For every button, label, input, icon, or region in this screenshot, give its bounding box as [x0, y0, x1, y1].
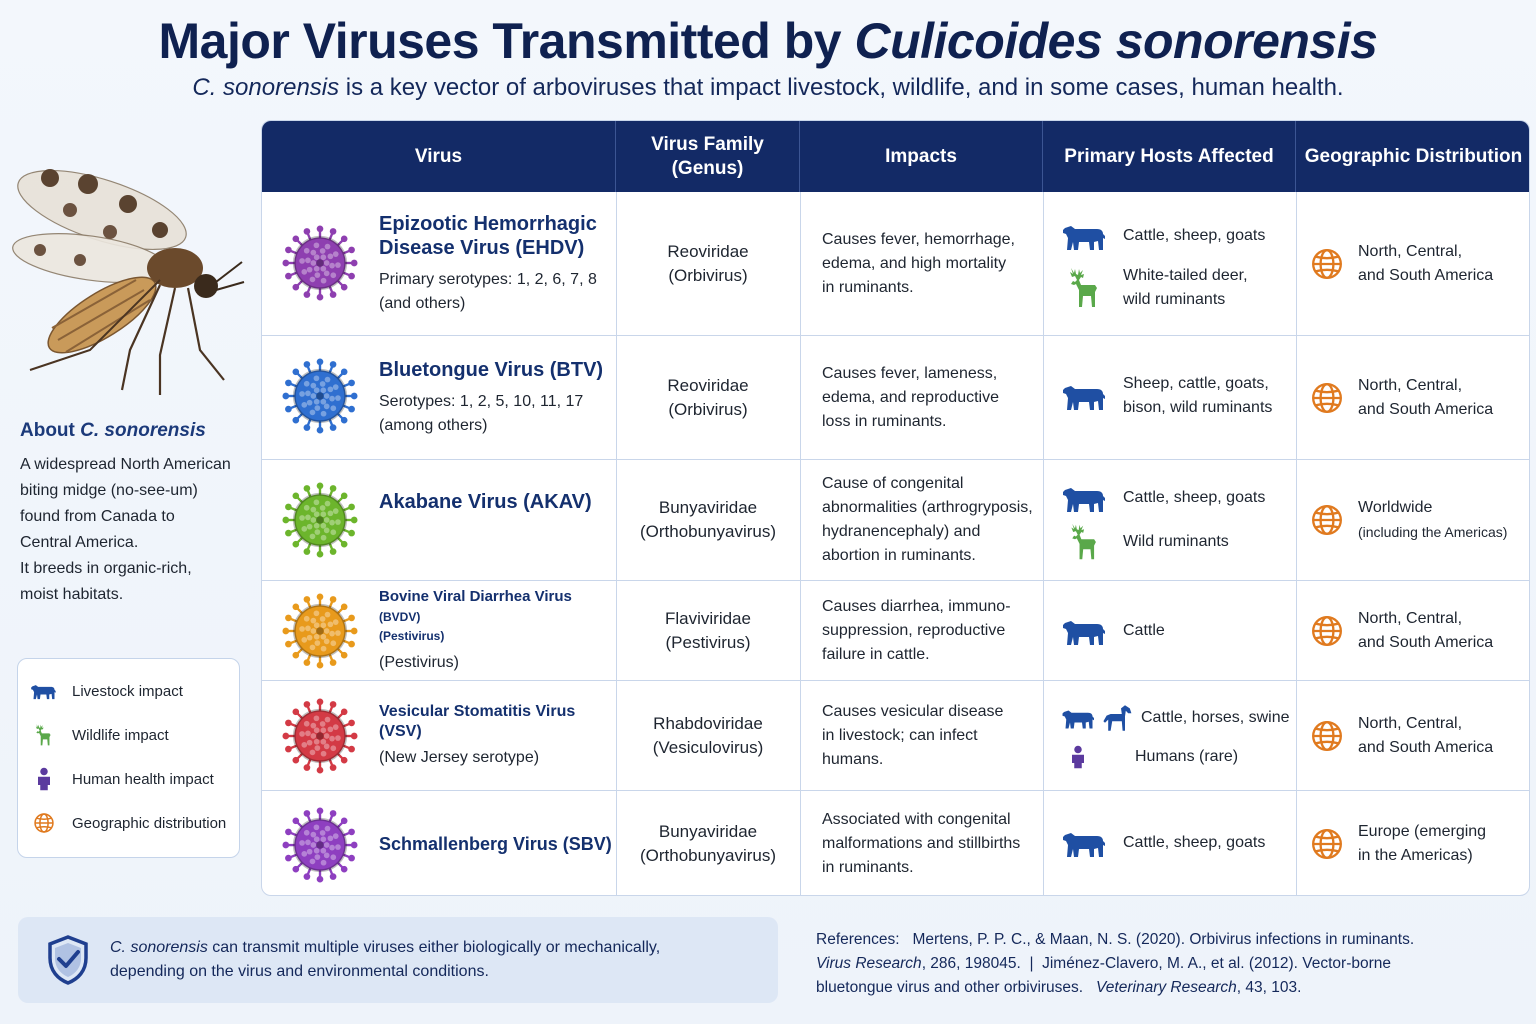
- geo-cell: North, Central, and South America: [1296, 192, 1530, 335]
- host-line: Cattle: [1061, 615, 1165, 647]
- virus-name: Akabane Virus (AKAV): [379, 491, 592, 513]
- cow-icon: [30, 679, 58, 703]
- hosts-cell: [1043, 581, 1296, 680]
- virus-serotypes: Primary serotypes: 1, 2, 6, 7, 8 (and others): [379, 270, 597, 312]
- about-title: About C. sonorensis: [20, 420, 206, 441]
- virus-table: [261, 120, 1530, 896]
- hosts-cell: [1043, 192, 1296, 335]
- page-title: Major Viruses Transmitted by Culicoides sonorensis: [158, 13, 1378, 69]
- legend-item-human: [30, 767, 214, 791]
- impact-cell: Causes fever, hemorrhage, edema, and high mortality in ruminants.: [822, 230, 1015, 296]
- impact-cell: Causes fever, lameness, edema, and reproductive loss in ruminants.: [822, 364, 999, 430]
- geo-cell: North, Central, and South America: [1296, 581, 1530, 680]
- cow-icon: [1061, 380, 1109, 412]
- deer-icon: [30, 723, 58, 747]
- cow-icon: [1061, 220, 1109, 252]
- shield-check-icon: [46, 934, 90, 986]
- family-cell: Rhabdoviridae (Vesiculovirus): [652, 713, 764, 757]
- virus-cell: [379, 192, 614, 335]
- person-icon: [1069, 743, 1087, 771]
- person-icon: [30, 767, 58, 791]
- host-line: Sheep, cattle, goats, bison, wild ruminants: [1061, 372, 1272, 420]
- cow-icon: [1061, 615, 1109, 647]
- header-geo: Geographic Distribution: [1304, 145, 1523, 167]
- table-row-bvdv: [262, 581, 1530, 681]
- globe-icon: [1310, 381, 1344, 415]
- about-line: found from Canada to: [20, 508, 175, 525]
- virus-name: Bovine Viral Diarrhea Virus (BVDV): [379, 587, 572, 624]
- virus-cell: [379, 581, 614, 680]
- hosts-cell: [1043, 460, 1296, 580]
- impact-cell: Causes diarrhea, immuno- suppression, reproductive failure in cattle.: [822, 597, 1011, 663]
- impact-cell: Causes vesicular disease in livestock; can infect humans.: [822, 702, 1004, 768]
- globe-icon: [1310, 614, 1344, 648]
- virus-name: Epizootic Hemorrhagic Disease Virus (EHDV): [379, 212, 597, 259]
- impact-cell: Cause of congenital abnormalities (arthrogryposis, hydranencephaly) and abortion in ruminants.: [822, 475, 1033, 564]
- header-family-l2: (Genus): [671, 157, 744, 179]
- header-family: [616, 121, 800, 192]
- virus-icon-btv: [282, 358, 358, 434]
- references: References: Mertens, P. P. C., & Maan, N. S. (2020). Orbivirus infections in ruminants. Virus Research, 286, 198045. | Jiménez-Clavero, M. A., et al. (2012). Vector-borne bluetongue virus and other orbiviruses. Veterinary Research, 43, 103.: [816, 931, 1415, 996]
- virus-cell: [379, 791, 614, 896]
- virus-icon-bvdv: [282, 593, 358, 669]
- virus-icon-vsv: [282, 698, 358, 774]
- deer-icon: [1063, 522, 1107, 562]
- virus-icon-akav: [282, 482, 358, 558]
- virus-cell: [379, 681, 614, 790]
- geo-cell: North, Central, and South America: [1296, 336, 1530, 459]
- legend-label: Wildlife impact: [72, 726, 169, 744]
- virus-genus-label: (Pestivirus): [379, 628, 445, 643]
- cow-icon: [1061, 827, 1109, 859]
- midge-illustration: [10, 140, 250, 400]
- family-cell: Bunyaviridae (Orthobunyavirus): [639, 498, 777, 541]
- about-line: Central America.: [20, 534, 139, 551]
- virus-serotypes: Serotypes: 1, 2, 5, 10, 11, 17 (among others): [379, 392, 584, 434]
- host-line: White-tailed deer, wild ruminants: [1063, 264, 1248, 312]
- cow-icon: [1061, 482, 1109, 514]
- header-family-l1: Virus Family: [651, 133, 764, 155]
- host-line: Cattle, sheep, goats: [1061, 220, 1265, 252]
- family-cell: Reoviridae (Orbivirus): [667, 241, 749, 285]
- globe-icon: [1310, 719, 1344, 753]
- virus-name: Bluetongue Virus (BTV): [379, 358, 604, 381]
- legend-label: Livestock impact: [72, 682, 183, 700]
- table-row-akav: [262, 460, 1530, 581]
- deer-icon: [1063, 266, 1107, 310]
- table-row-sbv: [262, 791, 1530, 896]
- virus-icon-ehdv: [282, 225, 358, 301]
- horse-icon: [1101, 703, 1133, 733]
- table-row-ehdv: [262, 192, 1530, 336]
- legend-item-wildlife: [30, 723, 169, 747]
- host-line: Cattle, horses, swine: [1061, 703, 1290, 733]
- note-text: C. sonorensis can transmit multiple viruses either biologically or mechanically, depending on the virus and environmental conditions.: [110, 939, 661, 980]
- virus-name: Schmallenberg Virus (SBV): [379, 834, 612, 854]
- host-line: Cattle, sheep, goats: [1061, 827, 1265, 859]
- transmission-note: [18, 917, 778, 1003]
- table-header: [262, 121, 1530, 192]
- virus-subtype: (Pestivirus): [379, 653, 460, 671]
- about-text: [20, 452, 252, 608]
- family-cell: Reoviridae (Orbivirus): [667, 375, 749, 419]
- impact-cell: Associated with congenital malformations and stillbirths in ruminants.: [822, 811, 1021, 876]
- legend-label: Geographic distribution: [72, 814, 227, 832]
- table-row-btv: [262, 336, 1530, 460]
- about-line: biting midge (no-see-um): [20, 482, 198, 499]
- host-line: Humans (rare): [1069, 743, 1238, 771]
- legend-item-livestock: [30, 679, 183, 703]
- geo-cell: Europe (emerging in the Americas): [1296, 791, 1530, 896]
- host-line: Cattle, sheep, goats: [1061, 482, 1265, 514]
- family-cell: Bunyaviridae (Orthobunyavirus): [639, 822, 777, 865]
- globe-icon: [1310, 503, 1344, 537]
- legend-item-geo: [30, 811, 226, 835]
- legend-label: Human health impact: [72, 770, 214, 788]
- header-impacts: Impacts: [800, 121, 1043, 192]
- table-row-vsv: [262, 681, 1530, 791]
- about-line: It breeds in organic-rich,: [20, 560, 192, 577]
- hosts-cell: [1043, 791, 1296, 896]
- about-line: A widespread North American: [20, 456, 231, 473]
- geo-cell: Worldwide (including the Americas): [1296, 460, 1530, 580]
- about-line: moist habitats.: [20, 586, 124, 603]
- hosts-cell: [1043, 336, 1296, 459]
- cow-icon: [1061, 705, 1097, 731]
- virus-subtype: (New Jersey serotype): [379, 748, 540, 766]
- virus-icon-sbv: [282, 807, 358, 883]
- legend: [17, 658, 240, 858]
- virus-cell: [379, 460, 614, 580]
- family-cell: Flaviviridae (Pestivirus): [665, 608, 751, 652]
- virus-cell: [379, 336, 614, 459]
- globe-icon: [30, 811, 58, 835]
- hosts-cell: [1043, 681, 1296, 790]
- globe-icon: [1310, 827, 1344, 861]
- header-hosts: Primary Hosts Affected: [1043, 121, 1296, 192]
- geo-cell: North, Central, and South America: [1296, 681, 1530, 790]
- globe-icon: [1310, 247, 1344, 281]
- virus-name: Vesicular Stomatitis Virus (VSV): [379, 702, 576, 740]
- page-subtitle: C. sonorensis is a key vector of arboviruses that impact livestock, wildlife, and in some cases, human health.: [192, 74, 1344, 101]
- header-virus: Virus: [262, 121, 616, 192]
- host-line: Wild ruminants: [1063, 522, 1229, 562]
